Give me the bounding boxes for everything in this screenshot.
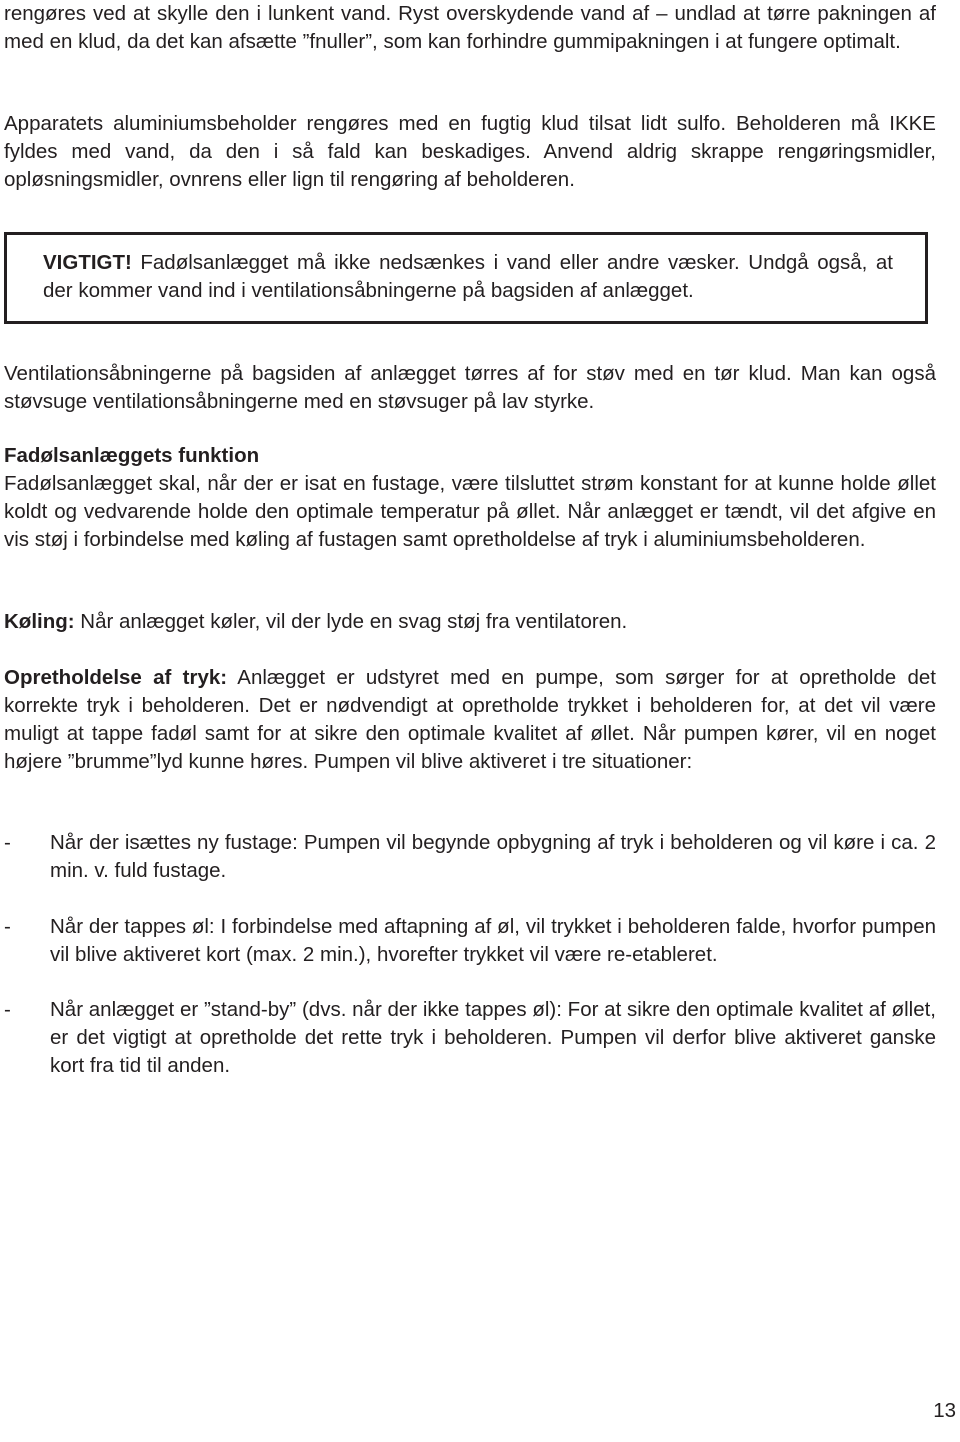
cooling-label: Køling: <box>4 610 75 633</box>
list-item-text: Når anlægget er ”stand-by” (dvs. når der ikke tappes øl): For at sikre den optimale kvalitet af øllet, er det vigtigt at opretholde det rette tryk i beholderen. Pumpen vil derfor blive aktiveret ganske kort fra tid til anden. <box>50 998 936 1077</box>
list-dash: - <box>4 915 11 938</box>
list-item-text: Når der isættes ny fustage: Pumpen vil begynde opbygning af tryk i beholderen og vil køre i ca. 2 min. v. fuld fustage. <box>50 831 936 882</box>
list-item <box>4 913 936 969</box>
section-heading: Fadølsanlæggets funktion <box>4 444 260 467</box>
list-item <box>4 996 936 1080</box>
paragraph-function: Fadølsanlægget skal, når der er isat en fustage, være tilsluttet strøm konstant for at kunne holde øllet koldt og vedvarende holde den optimale temperatur på øllet. Når anlægget er tændt, vil det afgive en vis støj i forbindelse med køling af fustagen samt opretholdelse af tryk i aluminiumsbeholderen. <box>4 472 936 551</box>
list-item <box>4 829 936 885</box>
paragraph-pressure <box>4 664 936 776</box>
warning-box <box>4 232 928 324</box>
cooling-text: Når anlægget køler, vil der lyde en svag støj fra ventilatoren. <box>74 610 628 633</box>
page-number: 13 <box>933 1399 956 1422</box>
warning-label: VIGTIGT! <box>43 251 132 274</box>
list-dash: - <box>4 831 11 854</box>
list-item-text: Når der tappes øl: I forbindelse med aftapning af øl, vil trykket i beholderen falde, hvorfor pumpen vil blive aktiveret kort (max. 2 min.), hvorefter trykket vil være re-etableret. <box>50 915 936 966</box>
paragraph-cooling <box>4 608 936 636</box>
pressure-label: Opretholdelse af tryk: <box>4 666 228 689</box>
paragraph-gasket-cleaning: rengøres ved at skylle den i lunkent vand. Ryst overskydende vand af – undlad at tørre pakningen af med en klud, da det kan afsætte ”fnuller”, som kan forhindre gummipakningen i at fungere optimalt. <box>4 2 936 53</box>
paragraph-container-cleaning: Apparatets aluminiumsbeholder rengøres med en fugtig klud tilsat lidt sulfo. Beholderen må IKKE fyldes med vand, da den i så fald kan beskadiges. Anvend aldrig skrappe rengøringsmidler, opløsningsmidler, ovnrens eller lign til rengøring af beholderen. <box>4 112 936 191</box>
list-dash: - <box>4 998 11 1021</box>
warning-text <box>43 249 893 305</box>
paragraph-ventilation: Ventilationsåbningerne på bagsiden af anlægget tørres af for støv med en tør klud. Man kan også støvsuge ventilationsåbningerne med en støvsuger på lav styrke. <box>4 362 936 413</box>
warning-body: Fadølsanlægget må ikke nedsænkes i vand eller andre væsker. Undgå også, at der kommer vand ind i ventilationsåbningerne på bagsiden af anlægget. <box>43 251 893 302</box>
pressure-text: Anlægget er udstyret med en pumpe, som sørger for at opretholde det korrekte tryk i beholderen. Det er nødvendigt at opretholde trykket i beholderen for, at det vil være muligt at tappe fadøl samt for at sikre den optimale kvalitet af øllet. Når pumpen kører, vil en noget højere ”brumme”lyd kunne høres. Pumpen vil blive aktiveret i tre situationer: <box>4 666 937 773</box>
